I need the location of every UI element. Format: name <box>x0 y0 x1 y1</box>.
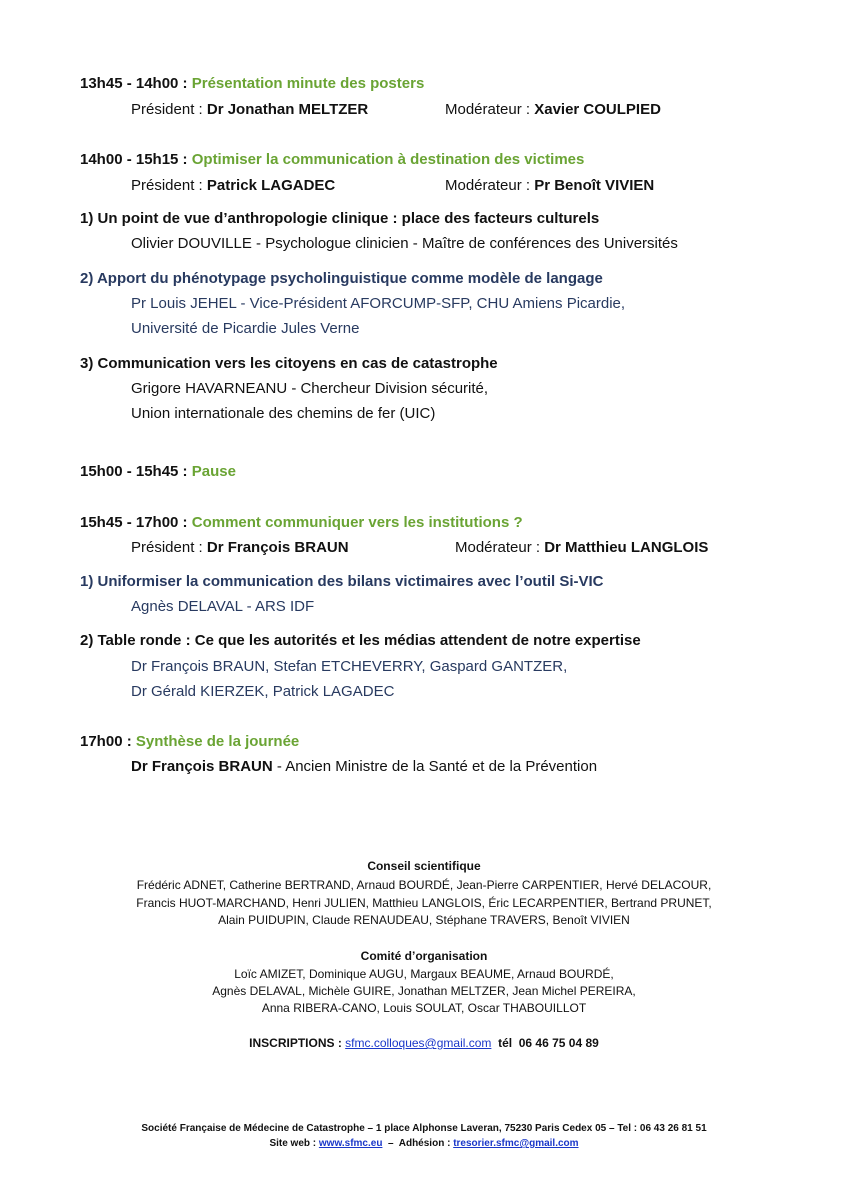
moderator-name: Pr Benoît VIVIEN <box>534 177 655 194</box>
session-synthesis <box>80 733 299 751</box>
session-title: Pause <box>191 463 236 480</box>
adhesion-label: – Adhésion : <box>382 1138 454 1149</box>
session-time: 15h45 - 17h00 : <box>80 514 188 531</box>
session-moderator <box>445 177 654 195</box>
moderator-name: Xavier COULPIED <box>534 101 661 118</box>
footer-address: Société Française de Médecine de Catastrophe – 1 place Alphonse Laveran, 75230 Paris Cedex 05 – Tel : 06 43 26 81 51 <box>141 1123 707 1134</box>
registration-email-link[interactable]: sfmc.colloques@gmail.com <box>345 1036 492 1050</box>
talk-speaker: Pr Louis JEHEL - Vice-Président AFORCUMP-SFP, CHU Amiens Picardie, <box>131 295 626 312</box>
session-title: Optimiser la communication à destination des victimes <box>191 151 585 168</box>
talk-title: 1) Uniformiser la communication des bilans victimaires avec l’outil Si-VIC <box>80 573 604 590</box>
moderator-label: Modérateur : <box>455 539 545 556</box>
moderator-label: Modérateur : <box>445 101 535 118</box>
council-members: Alain PUIDUPIN, Claude RENAUDEAU, Stéphane TRAVERS, Benoît VIVIEN <box>218 913 630 927</box>
talk-speaker-affiliation: Université de Picardie Jules Verne <box>131 320 360 337</box>
president-name: Dr François BRAUN <box>206 539 349 556</box>
session-title: Synthèse de la journée <box>135 733 300 750</box>
registration-line <box>0 1036 848 1051</box>
moderator-name: Dr Matthieu LANGLOIS <box>544 539 709 556</box>
session-chairs <box>131 539 349 557</box>
footer-links <box>0 1137 848 1150</box>
session-chairs <box>131 177 335 195</box>
session-title: Présentation minute des posters <box>191 75 425 92</box>
president-label: Président : <box>131 101 207 118</box>
tel-label: tél <box>491 1036 519 1050</box>
president-name: Dr Jonathan MELTZER <box>206 101 369 118</box>
council-members: Frédéric ADNET, Catherine BERTRAND, Arnaud BOURDÉ, Jean-Pierre CARPENTIER, Hervé DELACOUR, <box>136 878 712 892</box>
talk-speaker: Olivier DOUVILLE - Psychologue clinicien - Maître de conférences des Universités <box>131 235 678 252</box>
talk-speaker: Dr François BRAUN, Stefan ETCHEVERRY, Gaspard GANTZER, <box>131 658 568 675</box>
session-pause <box>80 463 236 481</box>
session-victims <box>80 151 584 169</box>
committee-members: Anna RIBERA-CANO, Louis SOULAT, Oscar THABOUILLOT <box>261 1001 587 1015</box>
speaker-role: - Ancien Ministre de la Santé et de la Prévention <box>272 758 598 775</box>
session-time: 15h00 - 15h45 : <box>80 463 188 480</box>
registration-label: INSCRIPTIONS : <box>249 1036 346 1050</box>
committee-members: Loïc AMIZET, Dominique AUGU, Margaux BEAUME, Arnaud BOURDÉ, <box>234 967 614 981</box>
site-label: Site web : <box>269 1138 319 1149</box>
speaker-name: Dr François BRAUN <box>131 758 273 775</box>
synthesis-speaker <box>131 758 597 776</box>
talk-title: 2) Table ronde : Ce que les autorités et les médias attendent de notre expertise <box>80 632 641 649</box>
talk-speaker: Dr Gérald KIERZEK, Patrick LAGADEC <box>131 683 395 700</box>
session-chairs <box>131 101 368 119</box>
committee-heading: Comité d’organisation <box>360 949 488 963</box>
session-moderator <box>445 101 661 119</box>
session-moderator <box>455 539 708 557</box>
session-posters <box>80 75 424 93</box>
website-link[interactable]: www.sfmc.eu <box>318 1138 383 1149</box>
talk-speaker-affiliation: Union internationale des chemins de fer (UIC) <box>131 405 436 422</box>
council-members: Francis HUOT-MARCHAND, Henri JULIEN, Matthieu LANGLOIS, Éric LECARPENTIER, Bertrand PRUNET, <box>136 896 712 910</box>
talk-title: 2) Apport du phénotypage psycholinguistique comme modèle de langage <box>80 270 603 287</box>
committee-members: Agnès DELAVAL, Michèle GUIRE, Jonathan MELTZER, Jean Michel PEREIRA, <box>212 984 636 998</box>
tel-number: 06 46 75 04 89 <box>518 1036 599 1050</box>
session-title: Comment communiquer vers les institutions ? <box>191 514 523 531</box>
session-time: 17h00 : <box>80 733 132 750</box>
session-time: 13h45 - 14h00 : <box>80 75 188 92</box>
president-label: Président : <box>131 177 207 194</box>
council-heading: Conseil scientifique <box>367 859 481 873</box>
session-time: 14h00 - 15h15 : <box>80 151 188 168</box>
talk-title: 3) Communication vers les citoyens en cas de catastrophe <box>80 355 498 372</box>
adhesion-email-link[interactable]: tresorier.sfmc@gmail.com <box>453 1138 579 1149</box>
moderator-label: Modérateur : <box>445 177 535 194</box>
president-label: Président : <box>131 539 207 556</box>
talk-speaker: Grigore HAVARNEANU - Chercheur Division sécurité, <box>131 380 489 397</box>
session-institutions <box>80 514 523 532</box>
talk-title: 1) Un point de vue d’anthropologie clinique : place des facteurs culturels <box>80 210 600 227</box>
president-name: Patrick LAGADEC <box>206 177 336 194</box>
talk-speaker: Agnès DELAVAL - ARS IDF <box>131 598 315 615</box>
